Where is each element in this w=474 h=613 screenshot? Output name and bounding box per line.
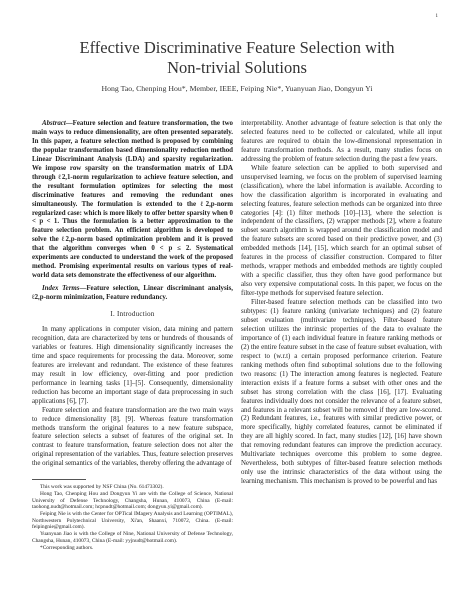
index-terms-text: —Feature selection, Linear discriminant analysis, ℓ2,p-norm minimization, Feature redundancy. [32,285,233,302]
title-line: Effective Discriminative Feature Selection with [79,38,395,57]
section-heading: I. Introduction [110,311,155,319]
title-line: Non-trivial Solutions [167,58,307,77]
page-number: 1 [435,14,438,19]
footnotes [32,484,233,551]
footnote: Yuanyuan Jiao is with the College of Nine, National University of Defense Technology, Changsha, Hunan, 410073, China (E-mail: yyjnudt@hotmail.com). [32,531,233,544]
body-paragraph: Filter-based feature selection methods can be classified into two subtypes: (1) feature ranking (univariate techniques) and (2) feature subset evaluation (multivariate techniques). Filter-based feature selection utilizes the intrinsic properties of the data to evaluate the importance of (1) each individual feature in feature ranking methods or (2) the entire feature subset in the case of feature subset evaluation, with respect to (w.r.t) a certain proposed performance criterion. Feature ranking methods often find suboptimal solutions due to the following two reasons: (1) The interaction among features is neglected. Feature interaction exists if a feature forms a subset with other ones and the subset has strong correlation with the class [16], [17]. Evaluating features individually does not consider the relevance of a feature subset, and features in a relevant subset will be removed if they are low-scored. (2) Redundant features, i.e., features with similar predictive power, or more specifically, highly correlated features, cannot be eliminated if they are all highly scored. In fact, many studies [12], [16] have shown that removing redundant features can improve the prediction accuracy. Multivariate techniques overcome this problem to some degree. Nevertheless, both subtypes of filter-based feature selection methods only use the intrinsic characteristics of the data without using the learning mechanism. This mechanism is proved to be powerful and has [241,299,442,486]
abstract-text: —Feature selection and feature transformation, the two main ways to reduce dimensionality, are often presented separately. In this paper, a feature selection method is proposed by combining the popular transformation based dimensionality reduction method Linear Discriminant Analysis (LDA) and sparsity regularization. We impose row sparsity on the transformation matrix of LDA through ℓ2,1-norm regularization to achieve feature selection, and the resultant formulation optimizes for selecting the most discriminative features and removing the redundant ones simultaneously. The formulation is extended to the ℓ2,p-norm regularized case: which is more likely to offer better sparsity when 0 < p < 1. Thus the formulation is a better approximation to the feature selection problem. An efficient algorithm is developed to solve the ℓ2,p-norm based optimization problem and it is proved that the algorithm converges when 0 < p ≤ 2. Systematical experiments are conducted to understand the work of the proposed method. Promising experimental results on various types of real-world data sets demonstrate the effectiveness of our algorithm. [32,120,233,280]
right-column [241,120,442,487]
abstract [32,120,233,281]
footnote: Hong Tao, Chenping Hou and Dongyun Yi are with the College of Science, National University of Defense Technology, Changsha, Hunan, 410073, China (E-mail: taohong.nudt@hotmail.com; hcpnudt@hotmail.com; dongyun.yi@gmail.com). [32,490,233,511]
body-paragraph: While feature selection can be applied to both supervised and unsupervised learning, we focus on the problem of supervised learning (classification), where the label information is available. According to how the classification algorithm is incorporated in evaluating and selecting features, feature selection methods can be organized into three categories [4]: (1) filter methods [10]–[13], where the selection is independent of the classifiers, (2) wrapper methods [2], where a feature subset search algorithm is wrapped around the classification model and the feature subsets are scored based on their predictive power, and (3) embedded methods [14], [15], which search for an optimal subset of features in the process of classifier construction. Compared to filter methods, wrapper methods and embedded methods are tightly coupled with a specific classifier, thus they often have good performance but also very expensive computational costs. In this paper, we focus on the filter-type methods for supervised feature selection. [241,164,442,298]
index-terms [32,285,233,303]
body-paragraph: In many applications in computer vision, data mining and pattern recognition, data are characterized by tens or hundreds of thousands of variables or features. High dimensionality significantly increases the time and space requirements for processing the data. Moreover, some features are irrelevant and redundant. The existence of these features may result in low efficiency, over-fitting and poor prediction performance in learning tasks [1]–[5]. Consequently, dimensionality reduction has become an important stage of data preprocessing in such applications [6], [7]. [32,326,233,405]
body-paragraph: Feature selection and feature transformation are the two main ways to reduce dimensionality [8], [9]. Whereas feature transformation methods transform the original features to a new feature subspace, feature selection selects a subset of features of the original set. In contrast to feature transformation, feature selection does not alter the original representation of the variables. Thus, feature selection preserves the original semantics of the variables, thereby offering the advantage of [32,406,233,468]
abstract-lead: Abstract [42,120,66,127]
left-column [32,120,233,551]
body-paragraph: interpretability. Another advantage of feature selection is that only the selected features need to be collected or calculated, while all input features are required to obtain the low-dimensional representation in feature transformation methods. As a result, many studies focus on addressing the problem of feature selection during the past a few years. [241,120,442,163]
footnote: This work was supported by NSF China (No. 61473302). [40,484,164,491]
footnote: Feiping Nie is with the Center for OPTical IMagery Analysis and Learning (OPTIMAL), Northwestern Polytechnical University, Xi'an, Shaanxi, 710072, China. (E-mail: feipingnie@gmail.com). [32,511,233,531]
footnote-divider [32,479,86,480]
paper-title [0,38,474,78]
author-list: Hong Tao, Chenping Hou*, Member, IEEE, Feiping Nie*, Yuanyuan Jiao, Dongyun Yi [101,84,373,93]
footnote: *Corresponding authors. [40,544,94,551]
index-terms-lead: Index Terms [42,285,80,293]
